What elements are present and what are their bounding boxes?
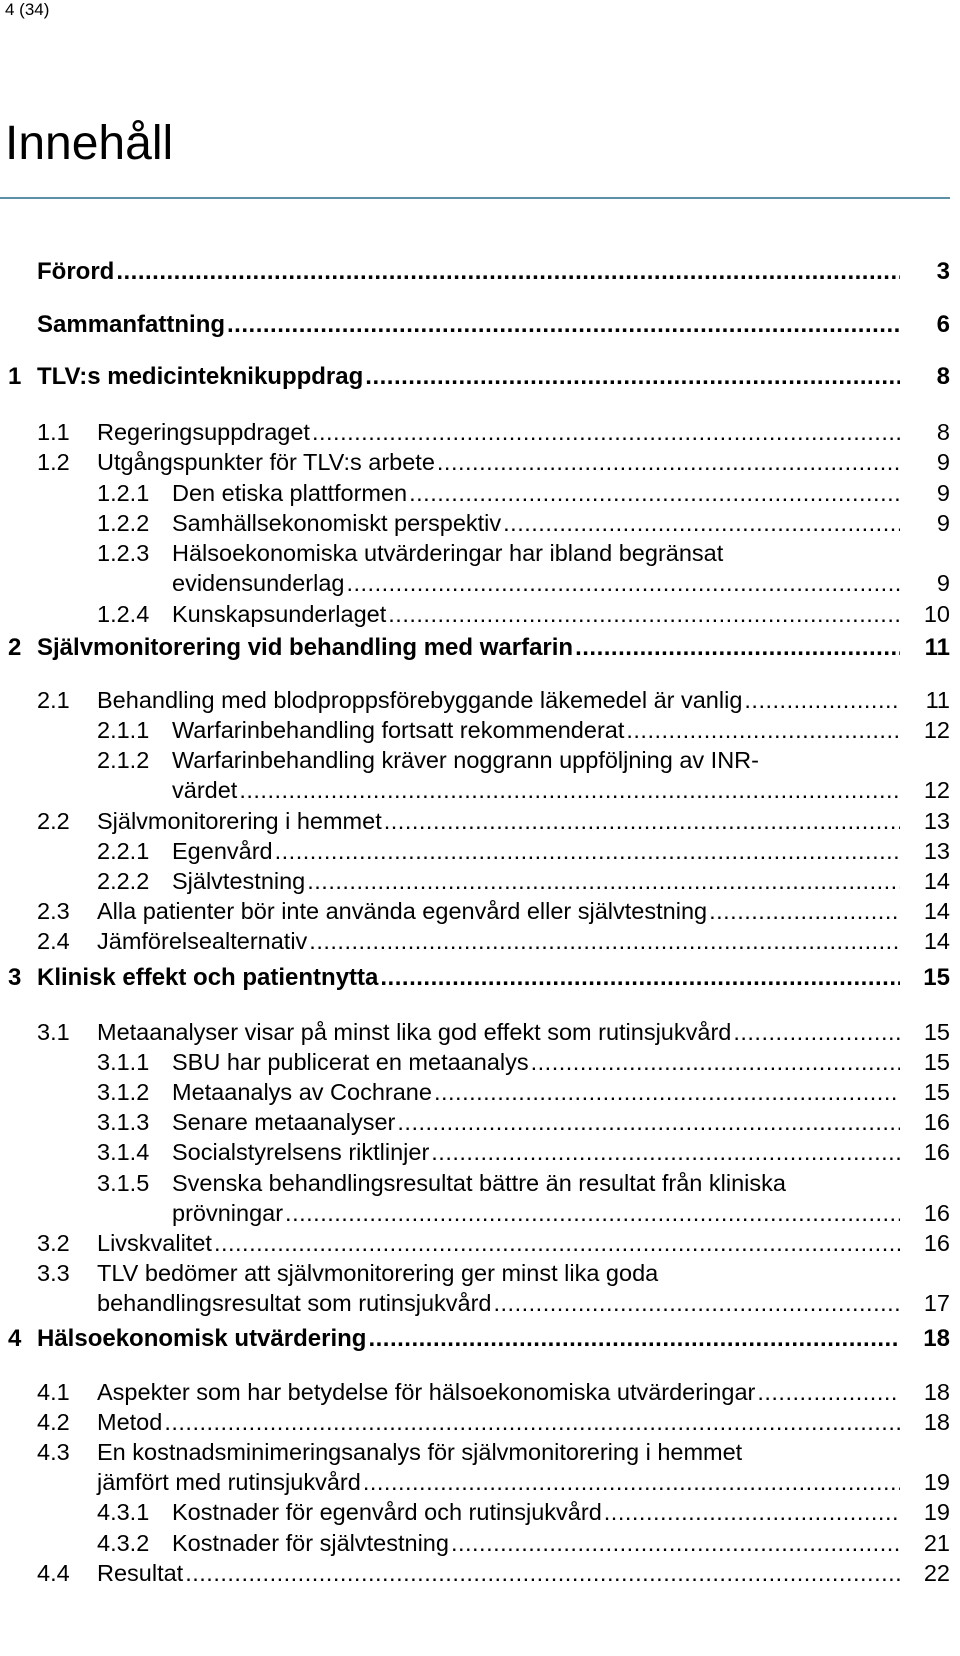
toc-entry-title: [37, 308, 900, 342]
toc-entry-title-continued: [172, 567, 900, 599]
toc-entry-page: 16: [923, 1230, 950, 1256]
toc-entry-number: 4.3: [37, 1439, 70, 1465]
toc-entry-text: Behandling med blodproppsförebyggande läkemedel är vanlig: [97, 687, 743, 713]
toc-entry-title: [172, 598, 900, 630]
toc-entry-text: Utgångspunkter för TLV:s arbete: [97, 449, 435, 475]
toc-entry-page: 16: [923, 1109, 950, 1135]
toc-entry-number: 1.1: [37, 419, 70, 445]
toc-entry-title: [172, 714, 900, 746]
toc-entry-number: 2.1.1: [97, 717, 150, 743]
toc-entry-page: 11: [925, 687, 950, 713]
toc-leader-dots: [185, 1557, 900, 1589]
toc-entry-number: 3.3: [37, 1260, 70, 1286]
toc-entry[interactable]: [0, 714, 960, 748]
toc-entry-continuation: [0, 1197, 960, 1229]
toc-entry-page: 16: [923, 1139, 950, 1165]
toc-entry[interactable]: [0, 1322, 960, 1356]
toc-entry-number: 2.3: [37, 898, 70, 924]
page-number: 4 (34): [5, 0, 50, 19]
toc-entry-continuation: [0, 1287, 960, 1319]
toc-entry-text: En kostnadsminimeringsanalys för självmonitorering i hemmet: [97, 1439, 743, 1465]
toc-entry-title: [97, 416, 900, 448]
toc-entry-number: 4.4: [37, 1560, 70, 1586]
toc-entry-title: [172, 1527, 900, 1559]
toc-entry-title: [172, 477, 900, 509]
toc-entry-text: Kostnader för egenvård och rutinsjukvård: [172, 1499, 602, 1525]
toc-entry-text: SBU har publicerat en metaanalys: [172, 1049, 529, 1075]
toc-entry-text: Aspekter som har betydelse för hälsoekonomiska utvärderingar: [97, 1379, 756, 1405]
toc-entry-text: Självmonitorering vid behandling med warfarin: [37, 634, 574, 661]
toc-entry-page: 15: [923, 1049, 950, 1075]
toc-leader-dots: [384, 805, 900, 837]
toc-entry[interactable]: [0, 1406, 960, 1440]
toc-leader-dots: [626, 714, 900, 746]
toc-entry-title-continued: [172, 1197, 900, 1229]
toc-entry-text-continued: evidensunderlag: [172, 570, 345, 596]
toc-entry-page: 12: [923, 717, 950, 743]
toc-entry-text: Kunskapsunderlaget: [172, 601, 387, 627]
toc-entry-page: 9: [936, 449, 950, 475]
toc-entry-page: 22: [923, 1560, 950, 1586]
toc-leader-dots: [164, 1406, 900, 1438]
toc-entry-text: Regeringsuppdraget: [97, 419, 310, 445]
toc-entry-number: 2.1.2: [97, 747, 150, 773]
toc-entry-text: Metaanalyser visar på minst lika god effekt som rutinsjukvård: [97, 1019, 732, 1045]
toc-entry-title: [97, 1257, 660, 1289]
toc-entry-number: 3.1.1: [97, 1049, 150, 1075]
toc-leader-dots: [312, 416, 900, 448]
toc-entry-title: [97, 805, 900, 837]
toc-entry-number: 1: [8, 363, 22, 390]
toc-leader-dots: [380, 961, 900, 995]
toc-entry-page: 15: [923, 964, 950, 991]
toc-entry-title: [172, 1136, 900, 1168]
toc-entry[interactable]: [0, 835, 960, 869]
toc-leader-dots: [431, 1136, 900, 1168]
toc-entry[interactable]: [0, 360, 960, 394]
toc-leader-dots: [503, 507, 900, 539]
toc-entry-page: 6: [936, 311, 950, 338]
toc-entry-text: Resultat: [97, 1560, 184, 1586]
title-rule: [0, 197, 950, 199]
toc-leader-dots: [709, 895, 900, 927]
toc-entry-text: Warfarinbehandling fortsatt rekommenderat: [172, 717, 625, 743]
toc-entry-text-continued: prövningar: [172, 1200, 284, 1226]
toc-entry[interactable]: [0, 631, 960, 665]
toc-entry-title: [172, 1076, 900, 1108]
toc-entry-page: 13: [923, 808, 950, 834]
toc-entry-number: 2.1: [37, 687, 70, 713]
toc-entry[interactable]: [0, 1046, 960, 1080]
toc-entry-title: [37, 255, 900, 289]
toc-entry-number: 2.2.2: [97, 868, 150, 894]
toc-entry-text: Hälsoekonomiska utvärderingar har ibland begränsat: [172, 540, 724, 566]
toc-entry[interactable]: [0, 865, 960, 899]
toc-entry-title: [97, 684, 900, 716]
toc-entry[interactable]: [0, 1016, 960, 1050]
toc-entry-page: 8: [936, 363, 950, 390]
toc-entry-page: 11: [924, 634, 950, 661]
toc-entry-text-continued: behandlingsresultat som rutinsjukvård: [97, 1290, 492, 1316]
toc-entry-title: [37, 961, 900, 995]
toc-entry-text: Klinisk effekt och patientnytta: [37, 964, 379, 991]
toc-entry-text: Livskvalitet: [97, 1230, 212, 1256]
toc-leader-dots: [363, 1466, 900, 1498]
toc-entry-text: Warfarinbehandling kräver noggrann uppföljning av INR-: [172, 747, 759, 773]
toc-entry-title-continued: [97, 1287, 900, 1319]
toc-entry-page: 16: [923, 1200, 950, 1226]
toc-entry[interactable]: [0, 925, 960, 959]
toc-entry-page: 9: [936, 570, 950, 596]
toc-entry-text-continued: jämfört med rutinsjukvård: [97, 1469, 361, 1495]
toc-entry-text: Egenvård: [172, 838, 273, 864]
toc-entry-title: [37, 360, 900, 394]
toc-entry-number: 1.2.1: [97, 480, 150, 506]
toc-entry-title: [172, 507, 900, 539]
toc-entry-number: 3.1.3: [97, 1109, 150, 1135]
toc-leader-dots: [285, 1197, 900, 1229]
toc-leader-dots: [239, 774, 900, 806]
toc-entry-page: 19: [923, 1499, 950, 1525]
toc-leader-dots: [451, 1527, 900, 1559]
toc-entry[interactable]: [0, 507, 960, 541]
toc-entry-page: 14: [923, 928, 950, 954]
toc-entry-title: [37, 1322, 900, 1356]
toc-entry-page: 12: [923, 777, 950, 803]
toc-entry-number: 2.2.1: [97, 838, 150, 864]
toc-leader-dots: [307, 865, 900, 897]
toc-entry-title: [172, 835, 900, 867]
toc-leader-dots: [409, 477, 900, 509]
toc-leader-dots: [214, 1227, 900, 1259]
toc-entry-page: 15: [923, 1019, 950, 1045]
toc-entry[interactable]: [0, 895, 960, 929]
toc-entry-text: Hälsoekonomisk utvärdering: [37, 1325, 367, 1352]
toc-entry-page: 9: [936, 480, 950, 506]
toc-entry[interactable]: [0, 1436, 960, 1470]
toc-entry-title: [97, 1436, 744, 1468]
toc-entry-page: 14: [923, 868, 950, 894]
toc-entry[interactable]: [0, 537, 960, 571]
toc-entry-page: 13: [923, 838, 950, 864]
toc-entry[interactable]: [0, 1136, 960, 1170]
toc-leader-dots: [227, 308, 900, 342]
toc-entry-text: Sammanfattning: [37, 311, 226, 338]
toc-entry-text: Den etiska plattformen: [172, 480, 408, 506]
toc-entry-text: Kostnader för självtestning: [172, 1530, 449, 1556]
toc-leader-dots: [275, 835, 900, 867]
toc-entry-number: 3.1: [37, 1019, 70, 1045]
toc-entry-page: 15: [923, 1079, 950, 1105]
toc-leader-dots: [116, 255, 900, 289]
toc-entry[interactable]: [0, 598, 960, 632]
toc-entry-title: [97, 1376, 900, 1408]
toc-leader-dots: [434, 1076, 900, 1108]
toc-entry-page: 9: [936, 510, 950, 536]
toc-entry-number: 3.2: [37, 1230, 70, 1256]
toc-entry-text: Självtestning: [172, 868, 306, 894]
toc-entry-number: 2.4: [37, 928, 70, 954]
toc-entry-title: [97, 895, 900, 927]
toc-entry-number: 3.1.4: [97, 1139, 150, 1165]
toc-entry[interactable]: [0, 477, 960, 511]
toc-entry[interactable]: [0, 446, 960, 480]
toc-entry-number: 1.2: [37, 449, 70, 475]
toc-leader-dots: [346, 567, 900, 599]
toc-entry[interactable]: [0, 744, 960, 778]
toc-entry[interactable]: [0, 1106, 960, 1140]
toc-entry[interactable]: [0, 416, 960, 450]
toc-entry-number: 1.2.2: [97, 510, 150, 536]
toc-entry-number: 4.3.2: [97, 1530, 150, 1556]
page-title: Innehåll: [5, 117, 174, 170]
toc-entry-title: [172, 1496, 900, 1528]
toc-entry-number: 2.2: [37, 808, 70, 834]
toc-entry[interactable]: [0, 684, 960, 718]
toc-entry-title-continued: [97, 1466, 900, 1498]
toc-entry-text: Samhällsekonomiskt perspektiv: [172, 510, 502, 536]
toc-entry-number: 3.1.5: [97, 1170, 150, 1196]
toc-entry-text: Förord: [37, 258, 115, 285]
toc-entry-title: [97, 1016, 900, 1048]
toc-entry-number: 4: [8, 1325, 22, 1352]
toc-entry-title: [97, 446, 900, 478]
toc-entry-title-continued: [172, 774, 900, 806]
toc-leader-dots: [757, 1376, 900, 1408]
toc-leader-dots: [733, 1016, 900, 1048]
toc-entry-page: 8: [936, 419, 950, 445]
toc-entry-page: 18: [923, 1379, 950, 1405]
toc-entry-title: [97, 1227, 900, 1259]
toc-leader-dots: [368, 1322, 900, 1356]
toc-entry-title: [172, 1167, 788, 1199]
toc-entry[interactable]: [0, 1527, 960, 1561]
toc-entry-page: 18: [923, 1325, 950, 1352]
toc-entry-text: Socialstyrelsens riktlinjer: [172, 1139, 430, 1165]
toc-leader-dots: [365, 360, 900, 394]
toc-entry-page: 17: [923, 1290, 950, 1316]
toc-entry-text: TLV bedömer att självmonitorering ger minst lika goda: [97, 1260, 659, 1286]
toc-entry[interactable]: [0, 255, 960, 289]
toc-entry-title: [172, 1106, 900, 1138]
toc-entry[interactable]: [0, 308, 960, 342]
toc-entry-title: [97, 1406, 900, 1438]
toc-entry-title: [37, 631, 900, 665]
toc-entry-page: 21: [923, 1530, 950, 1556]
toc-entry[interactable]: [0, 1076, 960, 1110]
toc-entry-number: 2: [8, 634, 22, 661]
toc-entry-continuation: [0, 774, 960, 806]
toc-entry-page: 14: [923, 898, 950, 924]
toc-entry-number: 4.3.1: [97, 1499, 150, 1525]
toc-entry-text: Självmonitorering i hemmet: [97, 808, 382, 834]
toc-entry-text: Senare metaanalyser: [172, 1109, 396, 1135]
toc-entry-page: 3: [936, 258, 950, 285]
toc-leader-dots: [531, 1046, 900, 1078]
toc-leader-dots: [437, 446, 900, 478]
toc-entry-text: Jämförelsealternativ: [97, 928, 308, 954]
toc-entry-title: [172, 537, 725, 569]
toc-leader-dots: [744, 684, 900, 716]
toc-leader-dots: [494, 1287, 901, 1319]
toc-entry-continuation: [0, 1466, 960, 1498]
toc-entry-text: Metod: [97, 1409, 163, 1435]
toc-entry[interactable]: [0, 805, 960, 839]
toc-entry-title: [172, 744, 761, 776]
toc-entry-title: [97, 925, 900, 957]
toc-leader-dots: [397, 1106, 900, 1138]
toc-entry-number: 1.2.4: [97, 601, 150, 627]
toc-entry-text-continued: värdet: [172, 777, 238, 803]
toc-entry-title: [172, 865, 900, 897]
toc-leader-dots: [309, 925, 900, 957]
toc-entry-number: 1.2.3: [97, 540, 150, 566]
toc-entry-number: 4.1: [37, 1379, 70, 1405]
toc-entry-text: Alla patienter bör inte använda egenvård eller självtestning: [97, 898, 708, 924]
toc-entry-page: 18: [923, 1409, 950, 1435]
toc-entry-title: [97, 1557, 900, 1589]
toc-entry-continuation: [0, 567, 960, 599]
toc-entry[interactable]: [0, 1227, 960, 1261]
toc-entry-page: 10: [923, 601, 950, 627]
toc-entry-title: [172, 1046, 900, 1078]
toc-entry[interactable]: [0, 1257, 960, 1291]
toc-entry[interactable]: [0, 961, 960, 995]
toc-leader-dots: [388, 598, 900, 630]
toc-entry[interactable]: [0, 1496, 960, 1530]
toc-entry-text: Svenska behandlingsresultat bättre än resultat från kliniska: [172, 1170, 786, 1196]
toc-entry-text: TLV:s medicinteknikuppdrag: [37, 363, 364, 390]
toc-entry-number: 3.1.2: [97, 1079, 150, 1105]
toc-entry-number: 3: [8, 964, 22, 991]
toc-entry[interactable]: [0, 1167, 960, 1201]
toc-entry[interactable]: [0, 1376, 960, 1410]
toc-leader-dots: [604, 1496, 900, 1528]
toc-leader-dots: [575, 631, 900, 665]
toc-entry-number: 4.2: [37, 1409, 70, 1435]
toc-entry-text: Metaanalys av Cochrane: [172, 1079, 432, 1105]
toc-entry[interactable]: [0, 1557, 960, 1591]
toc-entry-page: 19: [923, 1469, 950, 1495]
